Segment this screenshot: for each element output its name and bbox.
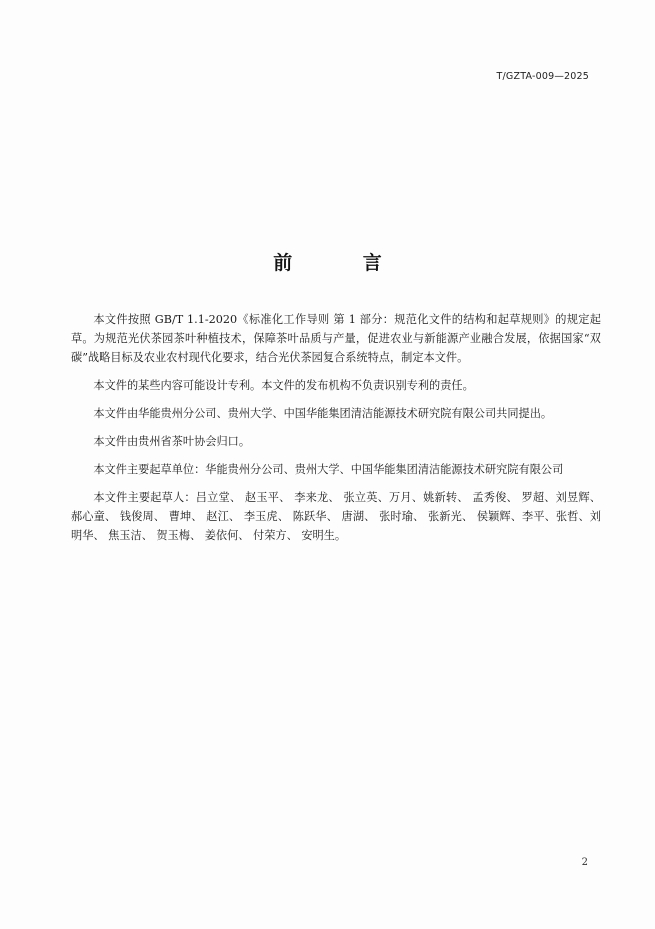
document-code: T/GZTA-009—2025 — [496, 71, 589, 82]
foreword-body — [71, 310, 601, 554]
paragraph-drafting-basis: 本文件按照 GB/T 1.1-2020《标准化工作导则 第 1 部分：规范化文件的结构和起草规则》的规定起草。为规范光伏茶园茶叶种植技术，保障茶叶品质与产量，促进农业与新能源产业融合发展，依据国家“双碳”战略目标及农业农村现代化要求，结合光伏茶园复合系统特点，制定本文件。 — [71, 313, 601, 364]
paragraph-proposer: 本文件由华能贵州分公司、贵州大学、中国华能集团清洁能源技术研究院有限公司共同提出。 — [93, 407, 553, 420]
foreword-title: 前 言 — [273, 252, 414, 274]
paragraph-drafters: 本文件主要起草人：吕立堂、 赵玉平、 李来龙、 张立英、万月、姚新转、 孟秀俊、 罗超、刘昱辉、 郝心童、 钱俊周、 曹坤、 赵江、 李玉虎、 陈跃华、 唐湖、 张时瑜、 张新光、 侯颖辉、李平、张哲、刘明华、 焦玉洁、 贺玉梅、 姜依何、 付荣方、 安明生。 — [71, 491, 601, 542]
paragraph-jurisdiction: 本文件由贵州省茶叶协会归口。 — [93, 435, 251, 448]
paragraph-patent-notice: 本文件的某些内容可能设计专利。本文件的发布机构不负责识别专利的责任。 — [93, 379, 474, 392]
paragraph-drafting-units: 本文件主要起草单位：华能贵州分公司、贵州大学、中国华能集团清洁能源技术研究院有限公司 — [93, 463, 564, 476]
page-number: 2 — [581, 857, 588, 868]
